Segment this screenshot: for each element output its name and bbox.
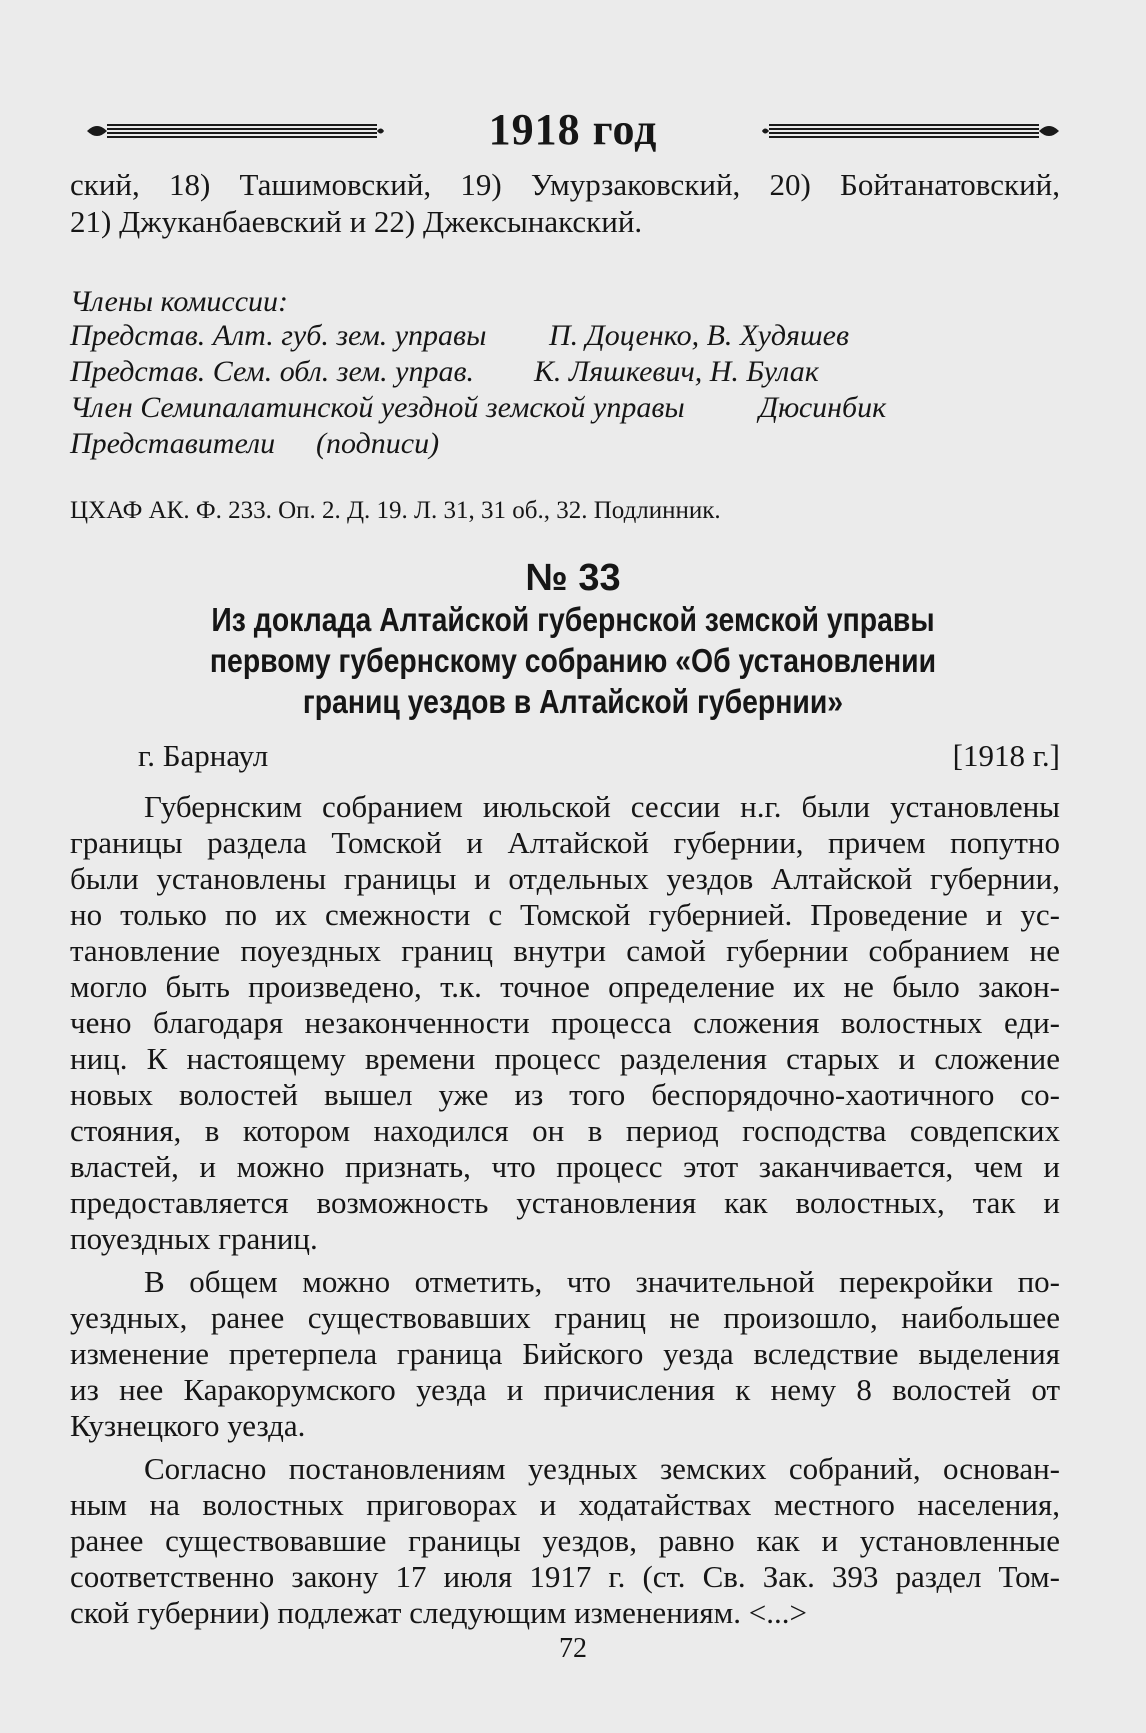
member-role: Представ. Алт. губ. зем. управы — [70, 319, 487, 352]
paragraph-line: ранее существовавшие границы уездов, равно как и установленные — [70, 1523, 1060, 1558]
paragraph-line: стояния, в котором находился он в период господства совдепских — [70, 1113, 1060, 1148]
paragraph-line: были установлены границы и отдельных уездов Алтайской губернии, — [70, 861, 1060, 896]
running-header-title: 1918 год — [488, 105, 658, 154]
member-role: Представители — [70, 427, 276, 460]
paragraph-line: поуездных границ. — [70, 1221, 318, 1256]
member-names: К. Ляшкевич, Н. Булак — [534, 355, 819, 388]
commission-member-row — [70, 354, 1060, 390]
paragraph-line: предоставляется возможность установления как волостных, так и — [70, 1185, 1060, 1220]
paragraph-line: границы раздела Томской и Алтайской губернии, причем попутно — [70, 825, 1060, 860]
paragraph-line: Согласно постановлениям уездных земских собраний, основан- — [144, 1451, 1060, 1486]
paragraph-line: чено благодаря незаконченности процесса сложения волостных еди- — [70, 1005, 1060, 1040]
document-place: г. Барнаул — [138, 738, 269, 773]
member-names: Дюсинбик — [759, 391, 887, 424]
paragraph-line: ниц. К настоящему времени процесс разделения старых и сложение — [70, 1041, 1060, 1076]
commission-member-row — [70, 390, 1060, 426]
page-number: 72 — [559, 1633, 587, 1664]
commission-member-row — [70, 426, 1060, 462]
paragraph-line: изменение претерпела граница Бийского уезда вследствие выделения — [70, 1336, 1060, 1371]
archival-source: ЦХАФ АК. Ф. 233. Оп. 2. Д. 19. Л. 31, 31 об., 32. Подлинник. — [70, 497, 721, 524]
document-title-line: Из доклада Алтайской губернской земской управы — [211, 601, 935, 638]
paragraph-line: из нее Каракорумского уезда и причисления к нему 8 волостей от — [70, 1372, 1060, 1407]
commission-heading: Члены комиссии: — [70, 285, 289, 318]
right-ornament-rule — [761, 118, 1061, 144]
document-date: [1918 г.] — [952, 738, 1060, 773]
paragraph-line: уездных, ранее существовавших границ не произошло, наибольшее — [70, 1300, 1060, 1335]
paragraph-line: соответственно закону 17 июля 1917 г. (ст. Св. Зак. 393 раздел Том- — [70, 1559, 1060, 1594]
place-date-line — [70, 738, 1060, 774]
member-names: (подписи) — [316, 427, 440, 460]
paragraph-line: Кузнецкого уезда. — [70, 1408, 306, 1443]
commission-member-row — [70, 318, 1060, 354]
paragraph-line: Губернским собранием июльской сессии н.г. были установлены — [144, 789, 1060, 824]
document-title-line: первому губернскому собранию «Об установлении — [209, 642, 937, 679]
member-names: П. Доценко, В. Худяшев — [549, 319, 849, 352]
paragraph-line: ным на волостных приговорах и ходатайствах местного населения, — [70, 1487, 1060, 1522]
document-title-line: границ уездов в Алтайской губернии» — [302, 683, 844, 720]
paragraph-line: но только по их смежности с Томской губернией. Проведение и ус- — [70, 897, 1060, 932]
continuation-line: 21) Джуканбаевский и 22) Джексынакский. — [70, 204, 643, 239]
paragraph-line: В общем можно отметить, что значительной перекройки по- — [144, 1264, 1060, 1299]
paragraph-line: ской губернии) подлежат следующим изменениям. <...> — [70, 1595, 807, 1630]
paragraph-line: властей, и можно признать, что процесс этот заканчивается, чем и — [70, 1149, 1060, 1184]
paragraph-line: тановление поуездных границ внутри самой губернии собранием не — [70, 933, 1060, 968]
paragraph-line: могло быть произведено, т.к. точное определение их не было закон- — [70, 969, 1060, 1004]
running-header — [85, 100, 1061, 160]
continuation-line: ский, 18) Ташимовский, 19) Умурзаковский, 20) Бойтанатовский, — [70, 167, 1060, 202]
document-number: № 33 — [525, 557, 621, 599]
member-role: Член Семипалатинской уездной земской управы — [70, 391, 685, 424]
member-role: Представ. Сем. обл. зем. управ. — [70, 355, 474, 388]
paragraph-line: новых волостей вышел уже из того беспорядочно-хаотичного со- — [70, 1077, 1060, 1112]
